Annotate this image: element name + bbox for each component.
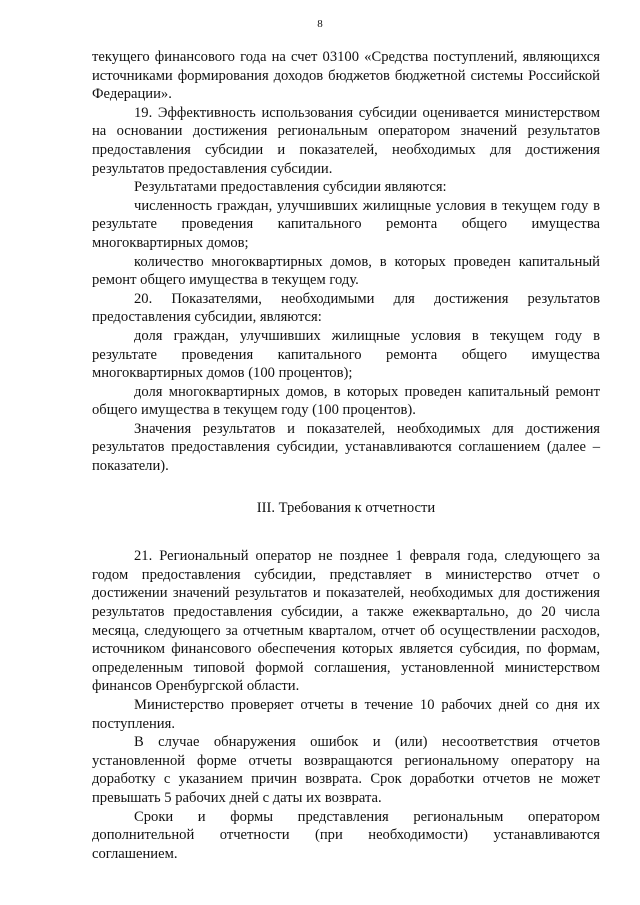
paragraph: текущего финансового года на счет 03100 «Средства поступлений, являющихся источниками формирования доходов бюджетов бюджетной системы Российской Федерации».: [92, 49, 600, 103]
paragraphs-after-section: [92, 547, 600, 863]
paragraph: 20. Показателями, необходимыми для достижения результатов предоставления субсидии, являются:: [92, 290, 600, 326]
section-heading: III. Требования к отчетности: [256, 499, 436, 516]
paragraph: 21. Региональный оператор не позднее 1 февраля года, следующего за годом предоставления субсидии, представляет в министерство отчет о достижении значений результатов и показателей, необходимых для достижения результатов предоставления субсидии, а также ежеквартально, до 20 числа месяца, следующего за отчетным кварталом, отчет об осуществлении расходов, источником финансового обеспечения которых является субсидия, по формам, определенным типовой формой соглашения, установленной министерством финансов Оренбургской области.: [92, 548, 600, 695]
paragraph: 19. Эффективность использования субсидии оценивается министерством на основании достижения региональным оператором значений результатов предоставления субсидии и показателей, необходимых для достижения результатов предоставления субсидии.: [92, 104, 600, 177]
paragraph: В случае обнаружения ошибок и (или) несоответствия отчетов установленной форме отчеты возвращаются региональному оператору на доработку с указанием причин возврата. Срок доработки отчетов не может превышать 5 рабочих дней с даты их возврата.: [92, 734, 600, 806]
paragraph: доля многоквартирных домов, в которых проведен капитальный ремонт общего имущества в текущем году (100 процентов).: [92, 383, 600, 419]
paragraph: Результатами предоставления субсидии являются:: [134, 179, 447, 196]
document-body: [92, 48, 600, 863]
paragraphs-before-section: [92, 48, 600, 476]
paragraph: Значения результатов и показателей, необходимых для достижения результатов предоставления субсидии, устанавливаются соглашением (далее – показатели).: [92, 420, 600, 475]
paragraph: Министерство проверяет отчеты в течение 10 рабочих дней со дня их поступления.: [92, 697, 600, 732]
page-number: 8: [317, 18, 323, 30]
paragraph: количество многоквартирных домов, в которых проведен капитальный ремонт общего имущества в текущем году.: [92, 253, 600, 289]
paragraph: доля граждан, улучшивших жилищные условия в текущем году в результате проведения капитального ремонта общего имущества многоквартирных домов (100 процентов);: [92, 327, 600, 382]
paragraph: Сроки и формы представления региональным оператором дополнительной отчетности (при необходимости) устанавливаются соглашением.: [92, 808, 600, 862]
paragraph: численность граждан, улучшивших жилищные условия в текущем году в результате проведения капитального ремонта общего имущества многоквартирных домов;: [92, 197, 600, 251]
